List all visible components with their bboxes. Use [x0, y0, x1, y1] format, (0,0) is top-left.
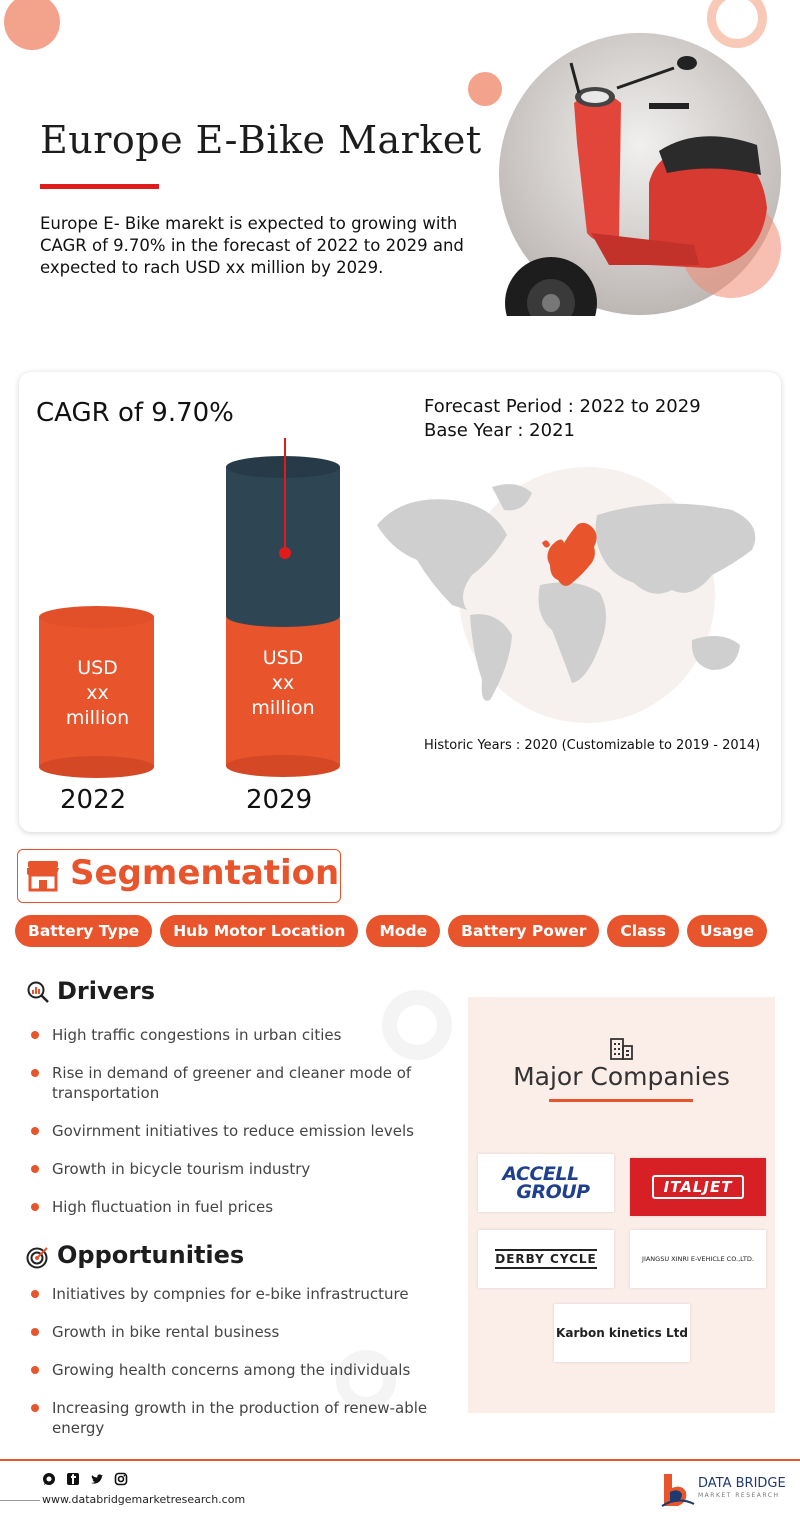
growth-indicator-dot — [279, 547, 291, 559]
facebook-icon[interactable] — [66, 1472, 80, 1486]
brand-tagline: MARKET RESEARCH — [698, 1492, 780, 1499]
list-item: Growth in bike rental business — [28, 1322, 428, 1342]
list-item: High traffic congestions in urban cities — [28, 1025, 428, 1045]
year-2029: 2029 — [246, 785, 313, 815]
decor-circle — [4, 0, 60, 50]
year-2022: 2022 — [60, 785, 127, 815]
opportunities-list — [28, 1284, 428, 1438]
title-underline — [40, 184, 159, 189]
magnifier-chart-icon — [26, 980, 50, 1004]
list-item: Govirnment initiatives to reduce emission levels — [28, 1121, 428, 1141]
opportunities-heading: Opportunities — [57, 1241, 245, 1269]
logo-accell-group: ACCELL GROUP — [478, 1154, 614, 1212]
tag-hub-motor-location[interactable]: Hub Motor Location — [160, 915, 358, 947]
forecast-period: Forecast Period : 2022 to 2029 — [424, 396, 701, 417]
tag-battery-power[interactable]: Battery Power — [448, 915, 599, 947]
list-item: Growth in bicycle tourism industry — [28, 1159, 428, 1179]
twitter-icon[interactable] — [90, 1472, 104, 1486]
segmentation-title: Segmentation — [70, 853, 340, 893]
building-icon — [609, 1035, 635, 1061]
list-item: Growing health concerns among the individuals — [28, 1360, 428, 1380]
decor-circle — [468, 72, 502, 106]
drivers-heading: Drivers — [57, 977, 156, 1005]
footer-rule — [0, 1500, 40, 1501]
page-title: Europe E-Bike Market — [40, 118, 482, 162]
bar-label-2022: USD xx million — [65, 657, 130, 729]
logo-derby-cycle: DERBY CYCLE — [478, 1230, 614, 1288]
world-map — [372, 465, 764, 725]
bar-label-2029: USD xx million — [251, 647, 315, 719]
tag-mode[interactable]: Mode — [366, 915, 440, 947]
data-bridge-logo — [660, 1470, 784, 1510]
logo-karbon-kinetics: Karbon kinetics Ltd — [554, 1304, 690, 1362]
drivers-list — [28, 1025, 428, 1217]
list-item: Increasing growth in the production of renew-able energy — [28, 1398, 432, 1438]
tag-battery-type[interactable]: Battery Type — [15, 915, 152, 947]
instagram-icon[interactable] — [114, 1472, 128, 1486]
companies-underline — [549, 1099, 693, 1102]
cylinder-2029 — [226, 456, 340, 777]
scooter-image — [499, 33, 782, 316]
logo-italjet: ITALJET — [630, 1158, 766, 1216]
major-companies-title: Major Companies — [513, 1062, 730, 1091]
whatsapp-icon[interactable] — [42, 1472, 56, 1486]
brand-name: DATA BRIDGE — [698, 1476, 786, 1491]
list-item: High fluctuation in fuel prices — [28, 1197, 428, 1217]
website-link[interactable]: www.databridgemarketresearch.com — [42, 1493, 246, 1506]
data-bridge-mark-icon — [660, 1470, 696, 1508]
tag-usage[interactable]: Usage — [687, 915, 767, 947]
base-year: Base Year : 2021 — [424, 420, 575, 441]
list-item: Rise in demand of greener and cleaner mode of transportation — [28, 1063, 428, 1103]
list-item: Initiatives by compnies for e-bike infrastructure — [28, 1284, 428, 1304]
historic-years: Historic Years : 2020 (Customizable to 2019 - 2014) — [424, 738, 761, 753]
forecast-info — [424, 395, 701, 443]
segmentation-tags — [15, 915, 767, 947]
target-icon — [26, 1245, 50, 1269]
store-icon — [24, 856, 62, 894]
cylinder-chart — [30, 430, 360, 790]
social-links — [42, 1472, 128, 1486]
cagr-label: CAGR of 9.70% — [36, 398, 234, 428]
footer-divider — [0, 1459, 800, 1461]
intro-text: Europe E- Bike marekt is expected to growing with CAGR of 9.70% in the forecast of 2022 to 2029 and expected to rach USD xx million by 2029. — [40, 214, 464, 277]
logo-jiangsu-xinri: JIANGSU XINRI E-VEHICLE CO.,LTD. — [630, 1230, 766, 1288]
tag-class[interactable]: Class — [607, 915, 679, 947]
